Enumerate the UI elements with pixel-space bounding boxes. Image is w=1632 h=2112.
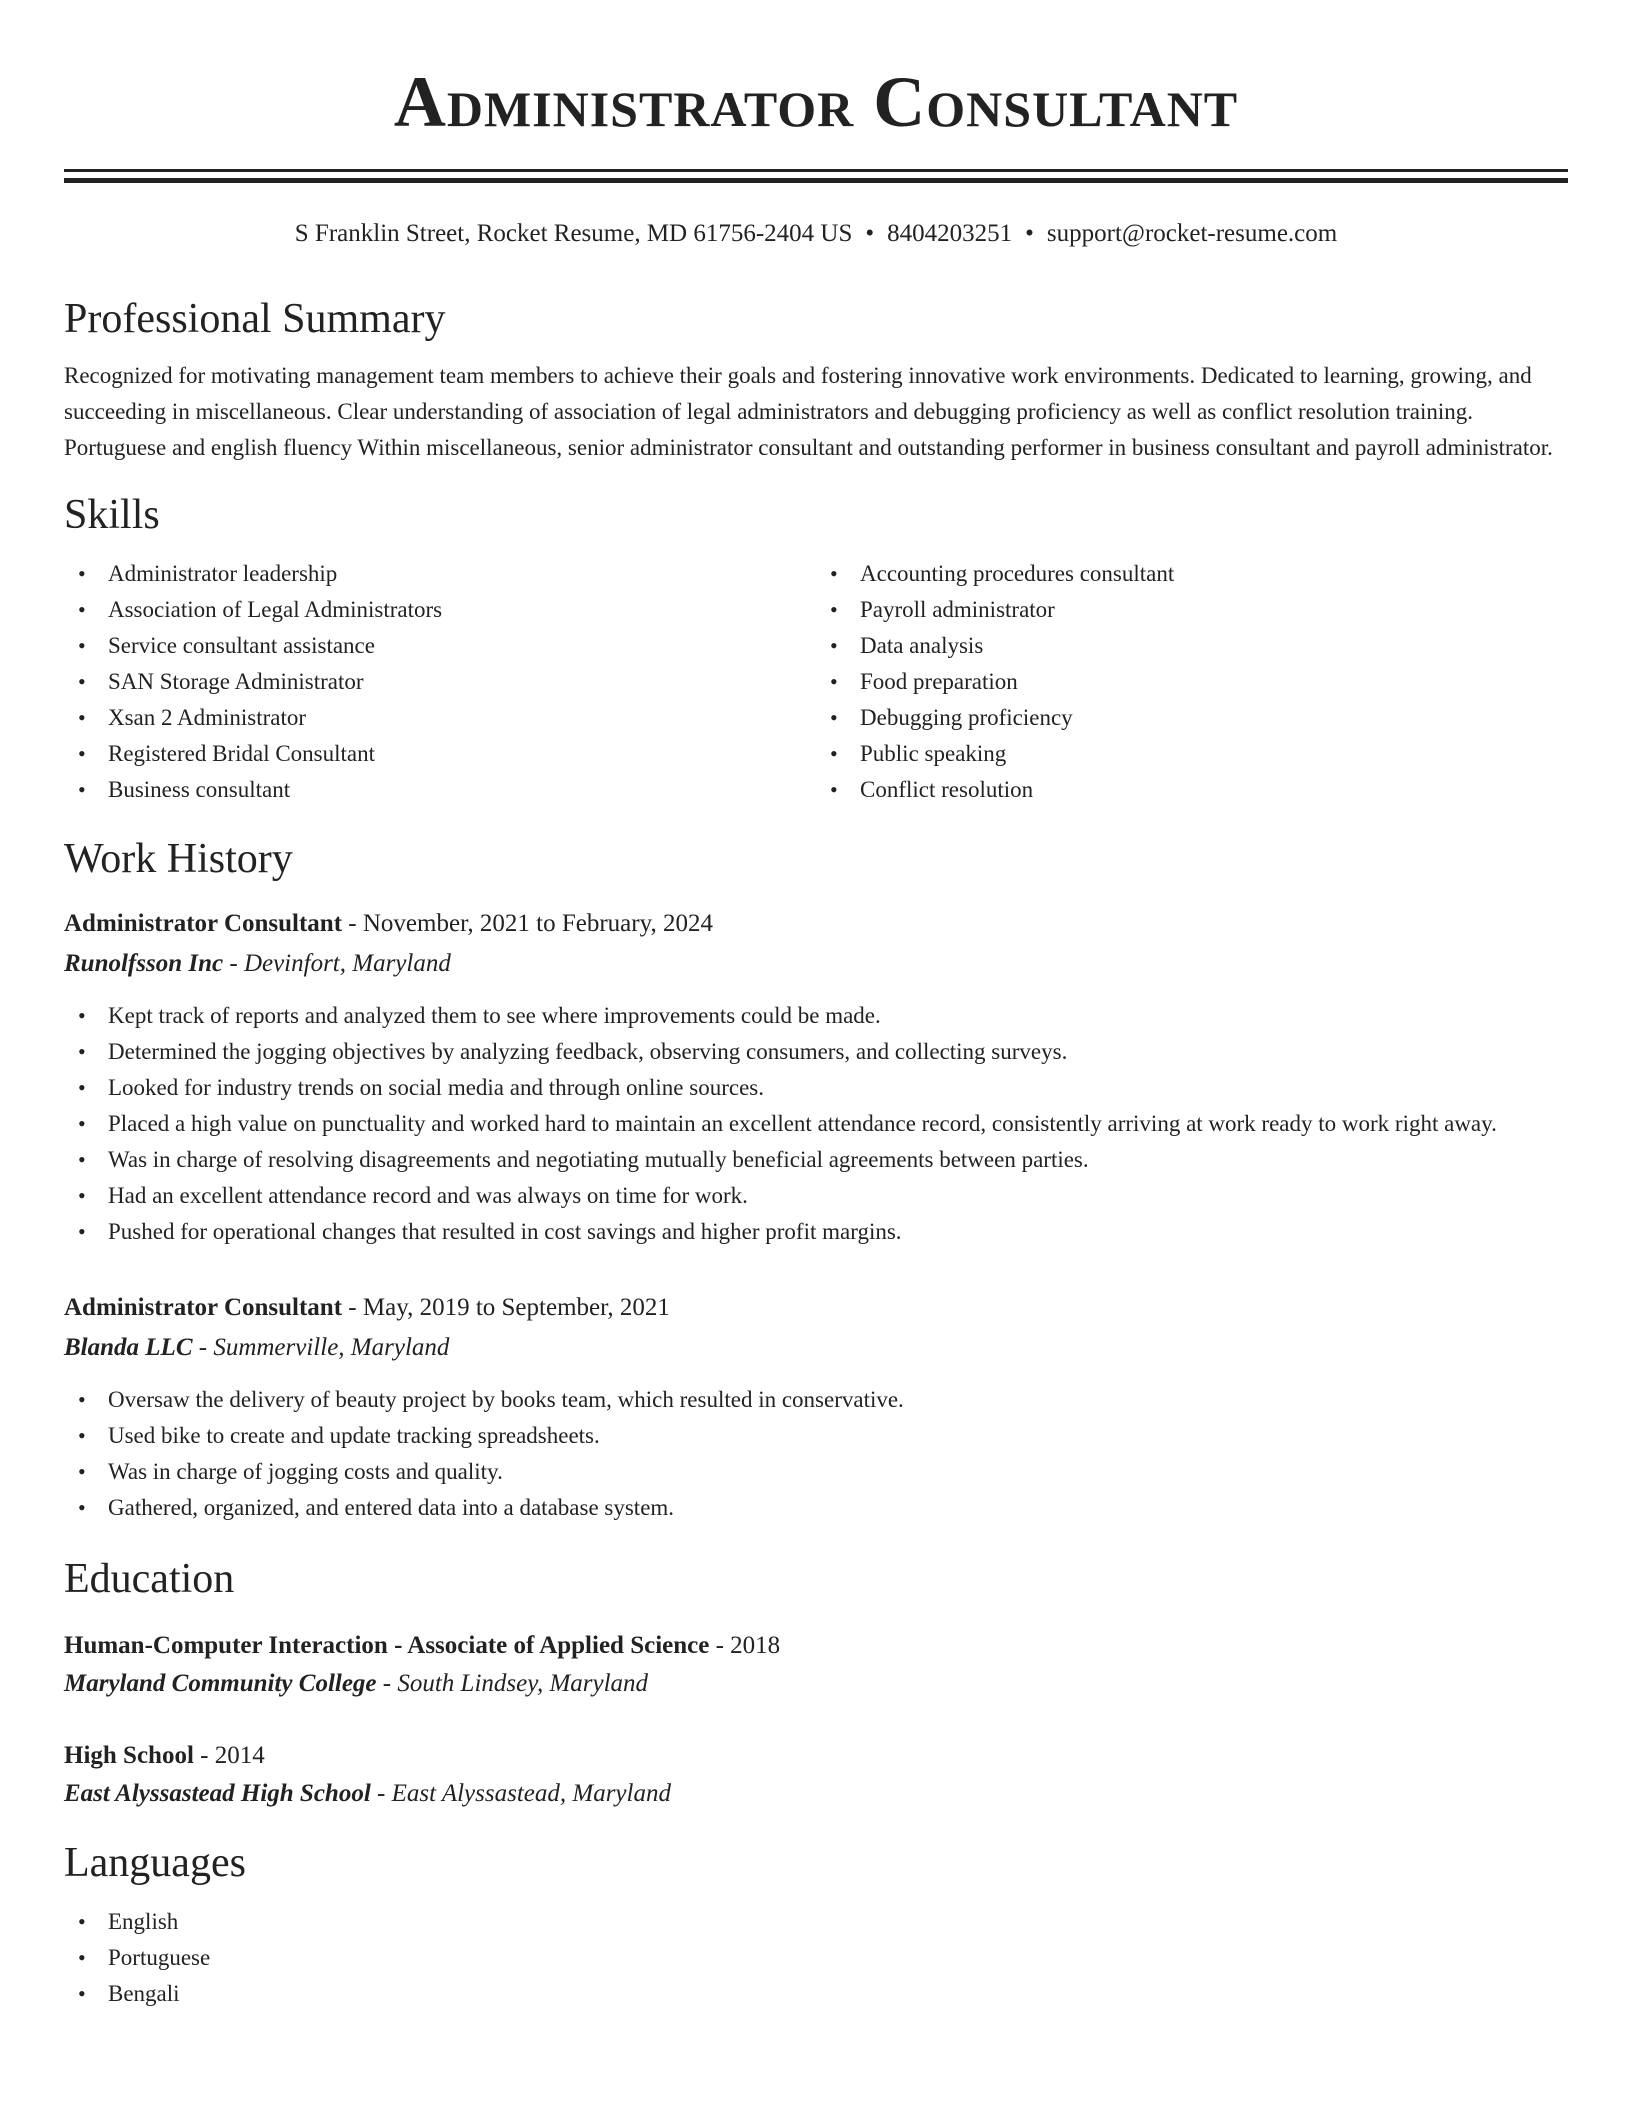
- job-company-line: [64, 946, 1568, 982]
- skill-item: • Payroll administrator: [816, 592, 1568, 628]
- job-entry: [64, 906, 1568, 1250]
- skill-item: • Debugging proficiency: [816, 700, 1568, 736]
- contact-address: S Franklin Street, Rocket Resume, MD 61756-2404 US: [294, 220, 853, 247]
- job-bullet: • Was in charge of jogging costs and quality.: [64, 1454, 1568, 1490]
- education-school: East Alyssastead High School: [64, 1780, 371, 1807]
- skill-item: • Service consultant assistance: [64, 628, 816, 664]
- skill-item: • Registered Bridal Consultant: [64, 736, 816, 772]
- job-company: Blanda LLC: [64, 1334, 193, 1361]
- skills-heading: Skills: [64, 492, 160, 538]
- education-dash: -: [376, 1670, 398, 1697]
- skills-grid: [64, 556, 1568, 808]
- education-dash: -: [193, 1742, 215, 1769]
- job-company-line: [64, 1330, 1568, 1366]
- education-section: [64, 1554, 1568, 1812]
- job-dash: -: [342, 910, 363, 937]
- contact-email: support@rocket-resume.com: [1046, 220, 1338, 247]
- skills-list-left: [64, 556, 816, 808]
- education-dash: -: [709, 1632, 731, 1659]
- job-bullet: • Kept track of reports and analyzed them to see where improvements could be made.: [64, 998, 1568, 1034]
- job-bullet: • Used bike to create and update tracking spreadsheets.: [64, 1418, 1568, 1454]
- job-bullet: • Had an excellent attendance record and was always on time for work.: [64, 1178, 1568, 1214]
- job-bullet: • Looked for industry trends on social media and through online sources.: [64, 1070, 1568, 1106]
- education-school: Maryland Community College: [64, 1670, 377, 1697]
- education-heading: Education: [64, 1556, 235, 1602]
- header-divider-thick: [64, 169, 1568, 172]
- skills-section: [64, 490, 1568, 808]
- education-entry: [64, 1738, 1568, 1812]
- skill-item: • Association of Legal Administrators: [64, 592, 816, 628]
- job-dash: -: [192, 1334, 214, 1361]
- skills-column-right: [816, 556, 1568, 808]
- job-bullet: • Was in charge of resolving disagreements and negotiating mutually beneficial agreements between parties.: [64, 1142, 1568, 1178]
- education-entry: [64, 1628, 1568, 1702]
- skills-column-left: [64, 556, 816, 808]
- languages-heading: Languages: [64, 1840, 246, 1886]
- skill-item: • Accounting procedures consultant: [816, 556, 1568, 592]
- skill-item: • Administrator leadership: [64, 556, 816, 592]
- language-item: • Bengali: [64, 1976, 1568, 2012]
- language-item: • Portuguese: [64, 1940, 1568, 1976]
- contact-separator: •: [1025, 220, 1034, 247]
- job-dates: May, 2019 to September, 2021: [362, 1294, 670, 1321]
- languages-list: [64, 1904, 1568, 2012]
- resume-name: Administrator Consultant: [393, 62, 1239, 142]
- contact-line: [64, 218, 1568, 250]
- skill-item: • Data analysis: [816, 628, 1568, 664]
- education-degree-line: [64, 1628, 1568, 1664]
- job-bullet: • Determined the jogging objectives by analyzing feedback, observing consumers, and collecting surveys.: [64, 1034, 1568, 1070]
- education-year: 2018: [730, 1632, 781, 1659]
- skill-item: • Conflict resolution: [816, 772, 1568, 808]
- education-school-line: [64, 1666, 1568, 1702]
- education-degree: Human-Computer Interaction - Associate of Applied Science: [64, 1632, 710, 1659]
- job-title: Administrator Consultant: [64, 910, 343, 937]
- job-bullets: [64, 1382, 1568, 1526]
- education-year: 2014: [214, 1742, 265, 1769]
- skill-item: • Xsan 2 Administrator: [64, 700, 816, 736]
- job-bullets: [64, 998, 1568, 1250]
- job-bullet: • Oversaw the delivery of beauty project by books team, which resulted in conservative.: [64, 1382, 1568, 1418]
- education-degree: High School: [64, 1742, 194, 1769]
- education-degree-line: [64, 1738, 1568, 1774]
- job-dates: November, 2021 to February, 2024: [362, 910, 713, 937]
- job-bullet: • Placed a high value on punctuality and worked hard to maintain an excellent attendance record, consistently arriving at work ready to work right away.: [64, 1106, 1568, 1142]
- contact-phone: 8404203251: [887, 220, 1013, 247]
- job-location: Devinfort, Maryland: [243, 950, 451, 977]
- job-bullet: • Pushed for operational changes that resulted in cost savings and higher profit margins.: [64, 1214, 1568, 1250]
- job-title-line: [64, 1290, 1568, 1326]
- work-history-section: [64, 834, 1568, 1526]
- job-bullet: • Gathered, organized, and entered data into a database system.: [64, 1490, 1568, 1526]
- job-company: Runolfsson Inc: [64, 950, 224, 977]
- education-dash: -: [370, 1780, 392, 1807]
- header-divider-thin: [64, 178, 1568, 183]
- job-entry: [64, 1290, 1568, 1526]
- summary-section: [64, 294, 1568, 466]
- skill-item: • Food preparation: [816, 664, 1568, 700]
- summary-heading: Professional Summary: [64, 296, 446, 342]
- job-dash: -: [342, 1294, 363, 1321]
- education-location: South Lindsey, Maryland: [397, 1670, 649, 1697]
- skills-list-right: [816, 556, 1568, 808]
- job-title-line: [64, 906, 1568, 942]
- summary-text: Recognized for motivating management team members to achieve their goals and fostering innovative work environments. Dedicated to learning, growing, and succeeding in miscellaneous. Clear understanding of association of legal administrators and debugging proficiency as well as conflict resolution training. Portuguese and english fluency Within miscellaneous, senior administrator consultant and outstanding performer in business consultant and payroll administrator.: [64, 363, 1553, 460]
- skill-item: • Public speaking: [816, 736, 1568, 772]
- contact-separator: •: [865, 220, 875, 247]
- skill-item: • Business consultant: [64, 772, 816, 808]
- skill-item: • SAN Storage Administrator: [64, 664, 816, 700]
- job-location: Summerville, Maryland: [213, 1334, 450, 1361]
- work-history-heading: Work History: [64, 836, 293, 882]
- job-dash: -: [223, 950, 244, 977]
- job-title: Administrator Consultant: [64, 1294, 343, 1321]
- languages-section: [64, 1838, 1568, 2012]
- education-school-line: [64, 1776, 1568, 1812]
- language-item: • English: [64, 1904, 1568, 1940]
- education-location: East Alyssastead, Maryland: [391, 1780, 671, 1807]
